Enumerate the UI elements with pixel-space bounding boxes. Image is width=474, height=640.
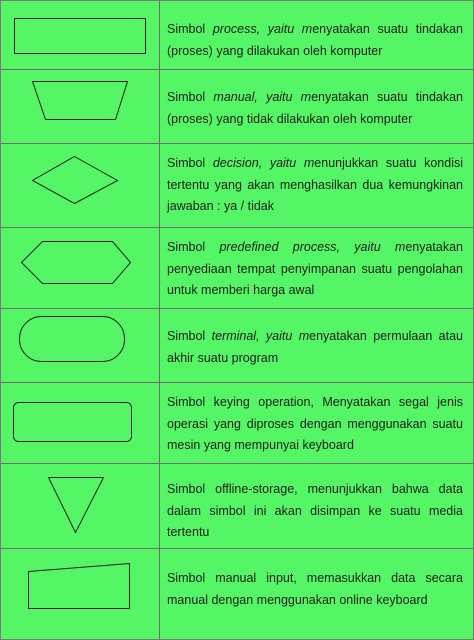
description-line — [167, 109, 463, 131]
table-row-manual-input — [1, 549, 473, 639]
description-text: Simbol offline-storage, menunjukkan bahwa data — [167, 482, 463, 496]
keying-operation-description — [167, 392, 463, 457]
description-text: Simbol — [167, 329, 212, 343]
description-line — [167, 590, 463, 612]
process-symbol-cell — [1, 1, 159, 69]
description-text: tertentu yang akan menghasilkan dua kemungkinan — [167, 177, 463, 192]
manual-input-description — [167, 568, 463, 611]
description-text: Simbol manual input, memasukkan data secara — [167, 571, 463, 585]
description-text: untuk memberi harga awal — [167, 283, 315, 297]
description-line — [167, 326, 463, 348]
table-row-process — [1, 1, 473, 69]
description-text: Simbol — [167, 22, 213, 36]
description-text: Simbol keying operation, Menyatakan segal jenis — [167, 395, 463, 409]
description-line — [167, 501, 463, 523]
description-text: operasi yang diproses dengan menggunakan suatu — [167, 416, 463, 431]
description-text: dalam simbol ini akan disimpan ke suatu media — [167, 503, 463, 518]
description-text: akhir suatu program — [167, 350, 279, 365]
description-line — [167, 348, 463, 370]
description-line — [167, 196, 463, 218]
process-description — [167, 19, 463, 62]
predefined-process-symbol-cell — [1, 228, 159, 308]
description-line — [167, 19, 463, 41]
description-text: penyediaan tempat penyimpanan suatu pengolahan — [167, 261, 463, 276]
table-row-decision — [1, 144, 473, 227]
keying-operation-icon — [1, 383, 159, 463]
description-line — [167, 237, 463, 259]
description-line — [167, 153, 463, 175]
description-text: tertentu — [167, 525, 210, 539]
offline-storage-symbol-cell — [1, 464, 159, 548]
description-text: decision, yaitu m — [212, 156, 315, 170]
description-line — [167, 479, 463, 501]
table-row-predefined-process — [1, 228, 473, 308]
decision-symbol-cell — [1, 144, 159, 227]
description-text: (proses) yang dilakukan oleh komputer — [167, 43, 383, 58]
manual-input-icon — [1, 549, 159, 639]
description-text: enunjukkan suatu kondisi — [314, 156, 464, 170]
terminal-symbol-cell — [1, 309, 159, 382]
description-line — [167, 259, 463, 281]
predefined-process-description — [167, 237, 463, 302]
description-line — [167, 435, 463, 457]
decision-description — [167, 153, 463, 218]
description-text: enyatakan suatu tindakan — [311, 90, 464, 104]
description-line — [167, 41, 463, 63]
description-line — [167, 414, 463, 436]
table-row-terminal — [1, 309, 473, 382]
table-row-keying-operation — [1, 383, 473, 463]
table-row-manual — [1, 70, 473, 143]
decision-diamond-icon — [1, 144, 159, 227]
terminal-description — [167, 326, 463, 369]
description-text: enyatakan suatu tindakan — [312, 22, 464, 36]
manual-input-symbol-cell — [1, 549, 159, 639]
manual-symbol-cell — [1, 70, 159, 143]
terminal-rounded-icon — [1, 309, 159, 382]
manual-description — [167, 87, 463, 130]
keying-operation-symbol-cell — [1, 383, 159, 463]
description-text: Simbol — [167, 156, 213, 170]
description-text: manual, yaitu m — [213, 90, 312, 104]
description-text: enyatakan permulaan atau — [309, 329, 463, 343]
description-text: process, yaitu m — [212, 22, 313, 36]
description-text: terminal, yaitu m — [211, 329, 310, 343]
table-row-offline-storage — [1, 464, 473, 548]
description-line — [167, 175, 463, 197]
description-line — [167, 568, 463, 590]
description-text: manual dengan menggunakan online keyboard — [167, 592, 428, 607]
description-text: (proses) yang tidak dilakukan oleh komputer — [167, 111, 413, 126]
predefined-process-hexagon-icon — [1, 228, 159, 308]
description-line — [167, 392, 463, 414]
offline-storage-triangle-icon — [1, 464, 159, 548]
description-text: mesin yang mempunyai keyboard — [167, 438, 354, 452]
description-text: Simbol — [167, 90, 214, 104]
manual-trapezoid-icon — [1, 70, 159, 143]
process-rectangle-icon — [1, 1, 159, 69]
description-text: enyatakan — [405, 240, 463, 254]
description-text: Simbol — [167, 240, 220, 254]
description-line — [167, 280, 463, 302]
description-line — [167, 522, 463, 544]
description-line — [167, 87, 463, 109]
offline-storage-description — [167, 479, 463, 544]
description-text: jawaban : ya / tidak — [167, 199, 275, 213]
description-text: predefined process, yaitu m — [219, 240, 406, 254]
